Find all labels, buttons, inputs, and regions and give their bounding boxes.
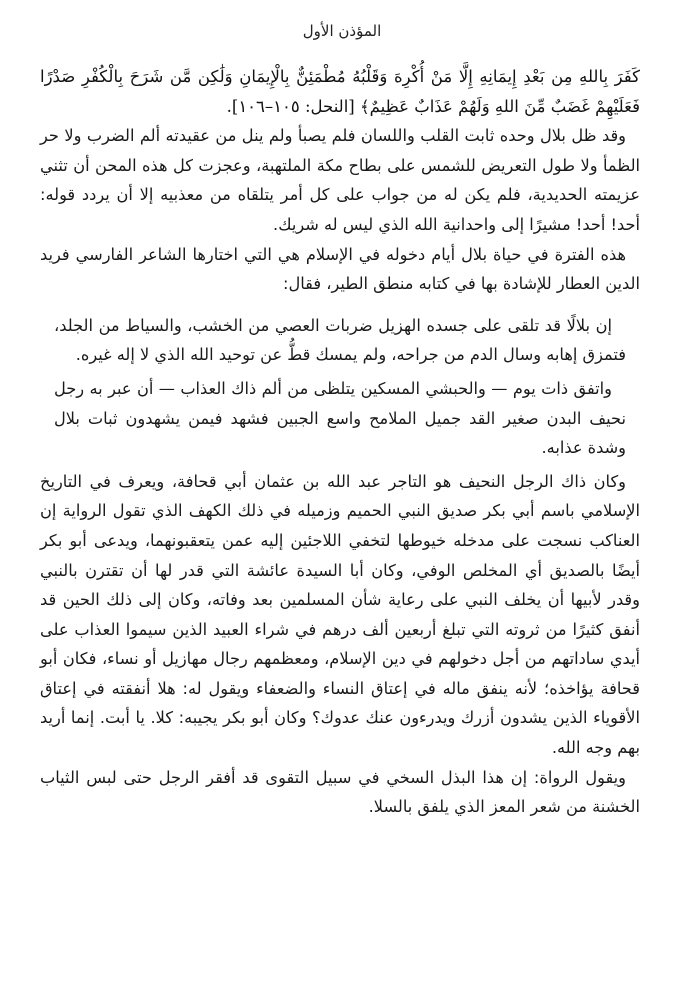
quote-paragraph-2: واتفق ذات يوم — والحبشي المسكين يتلظى من ألم ذاك العذاب — أن عبر به رجل نحيف البدن صغير القد جميل الملامح واسع الجبين فشهد فيمن يشهدون ثبات بلال وشدة عذابه. [54,378,626,458]
paragraph-attar-intro: هذه الفترة في حياة بلال أيام دخوله في الإسلام هي التي اختارها الشاعر الفارسي فريد الدين العطار للإشادة بها في كتابه منطق الطير، فقال: [40,244,640,294]
running-title: المؤذن الأول [302,22,382,40]
page-body [40,62,640,822]
paragraph-abu-bakr: وكان ذاك الرجل النحيف هو التاجر عبد الله بن عثمان أبي قحافة، ويعرف في التاريخ الإسلامي باسم أبي بكر صديق النبي الحميم وزميله في ذلك الكهف الذي تقول الرواية إن العناكب نسجت على مدخله خيوطها لتخفي اللاجئين إليه عمن يتعقبونهما، ويدعى أبو بكر أيضًا بالصديق أي المخلص الوفي، وكان أبا السيدة عائشة التي قدر لها أن تقترن بالنبي وقدر لأبيها أن يخلف النبي على رعاية شأن المسلمين بعد وفاته، وكان إلى ذلك الحين قد أنفق كثيرًا من ثروته التي تبلغ أربعين ألف درهم في شراء العبيد الذين سيموا العذاب على أيدي ساداتهم من أجل دخولهم في دين الإسلام، ومعظمهم رجال مهازيل أو نساء، فكان أبو قحافة يؤاخذه؛ لأنه ينفق ماله في إعتاق النساء والضعفاء ويقول له: هلا أنفقته في إعتاق الأقوياء الذين يشدون أزرك ويدرءون عنك عدوك؟ وكان أبو بكر يجيبه: كلا. يا أبت. إنما أريد بهم وجه الله. [40,471,640,758]
paragraph-bilal-steadfast: وقد ظل بلال وحده ثابت القلب واللسان فلم يصبأ ولم ينل من عقيدته ألم الضرب ولا حر الظمأ ولا طول التعريض للشمس على بطاح مكة الملتهبة، وعجزت كل هذه المحن أن تثني عزيمته الحديدية، فلم يكن له من جواب على كل أمر يتلقاه من معذبيه إلا أن يردد قوله: أحد! أحد! مشيرًا إلى واحدانية الله الذي ليس له شريك. [40,126,640,234]
quote-paragraph-1: إن بلالًا قد تلقى على جسده الهزيل ضربات العصي من الخشب، والسياط من الجلد، فتمزق إهابه وسال الدم من جراحه، ولم يمسك قطُّ عن توحيد الله الذي لا إله غيره. [54,315,626,365]
paragraph-narrators: ويقول الرواة: إن هذا البذل السخي في سبيل التقوى قد أفقر الرجل حتى لبس الثياب الخشنة من شعر المعز الذي يلفق بالسلا. [40,767,640,817]
quran-verse: كَفَرَ بِاللهِ مِن بَعْدِ إِيمَانِهِ إِلَّا مَنْ أُكْرِهَ وَقَلْبُهُ مُطْمَئِنٌّ بِالْإِيمَانِ وَلَٰكِن مَّن شَرَحَ بِالْكُفْرِ صَدْرًا فَعَلَيْهِمْ غَضَبٌ مِّنَ اللهِ وَلَهُمْ عَذَابٌ عَظِيمٌ﴾ [النحل: ١٠٥–١٠٦]. [40,67,640,116]
